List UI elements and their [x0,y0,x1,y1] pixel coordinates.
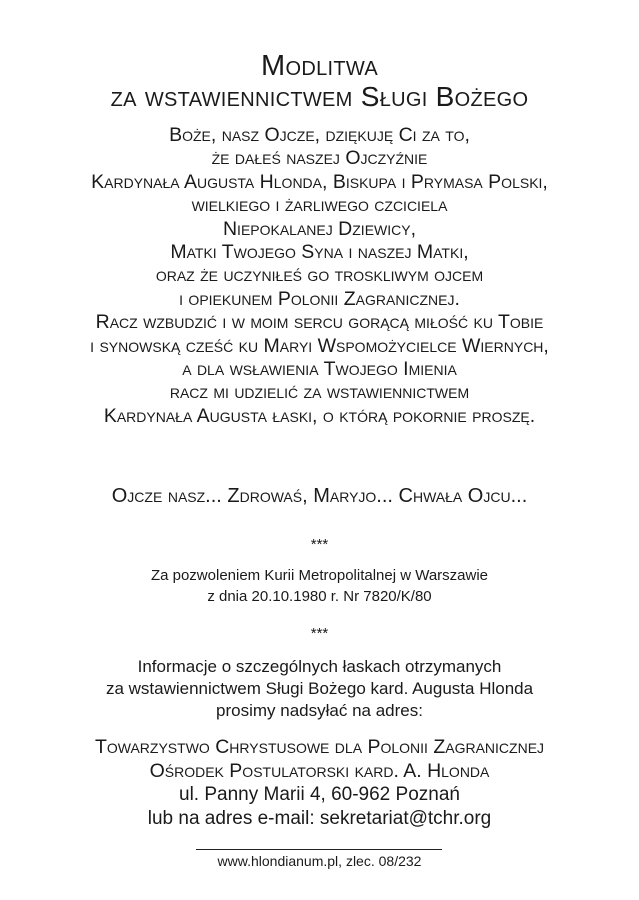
prayer-line: Niepokalanej Dziewicy, [222,217,417,240]
info-text [0,656,639,722]
prayer-line: wielkiego i żarliwego czciciela [191,194,448,217]
footer-divider [196,849,442,850]
info-line: Informacje o szczególnych łaskach otrzymanych [137,657,502,676]
prayer-line: Kardynała Augusta Hlonda, Biskupa i Prymasa Polski, [91,170,548,193]
prayer-line: i synowską cześć ku Maryi Wspomożycielce Wiernych, [90,334,549,357]
refrain: Ojcze nasz... Zdrowaś, Maryjo... Chwała Ojcu... [111,485,528,507]
approval-line: z dnia 20.10.1980 r. Nr 7820/K/80 [207,588,432,605]
approval-line: Za pozwoleniem Kurii Metropolitalnej w Warszawie [150,567,489,584]
prayer-line: oraz że uczyniłeś go troskliwym ojcem [155,264,484,287]
prayer-line: racz mi udzielić za wstawiennictwem [169,381,470,404]
address-email: lub na adres e-mail: sekretariat@tchr.org [147,808,492,829]
prayer-line: a dla wsławienia Twojego Imienia [182,358,457,381]
info-line: za wstawiennictwem Sługi Bożego kard. Augusta Hlonda [105,679,534,698]
address-organization: Towarzystwo Chrystusowe dla Polonii Zagranicznej [94,736,545,758]
footer-print-info: www.hlondianum.pl, zlec. 08/232 [217,853,422,869]
separator: *** [310,625,329,642]
info-line: prosimy nadsyłać na adres: [216,701,423,720]
prayer-line: i opiekunem Polonii Zagranicznej. [179,287,460,310]
separator: *** [310,536,329,553]
address-street: ul. Panny Marii 4, 60-962 Poznań [179,784,460,805]
prayer-line: Boże, nasz Ojcze, dziękuję Ci za to, [169,124,470,146]
prayer-text [0,124,639,428]
prayer-line: że dałeś naszej Ojczyźnie [211,147,428,170]
title-line-2: za wstawiennictwem Sługi Bożego [110,81,529,112]
postal-address [0,735,639,831]
prayer-line: Matki Twojego Syna i naszej Matki, [170,241,469,264]
prayer-line: Racz wzbudzić i w moim sercu gorącą miłość ku Tobie [95,311,544,334]
title-line-1: Modlitwa [261,50,378,82]
address-office: Ośrodek Postulatorski kard. A. Hlonda [149,760,490,782]
prayer-line: Kardynała Augusta łaski, o którą pokornie proszę. [103,404,536,427]
approval-note [0,565,639,607]
